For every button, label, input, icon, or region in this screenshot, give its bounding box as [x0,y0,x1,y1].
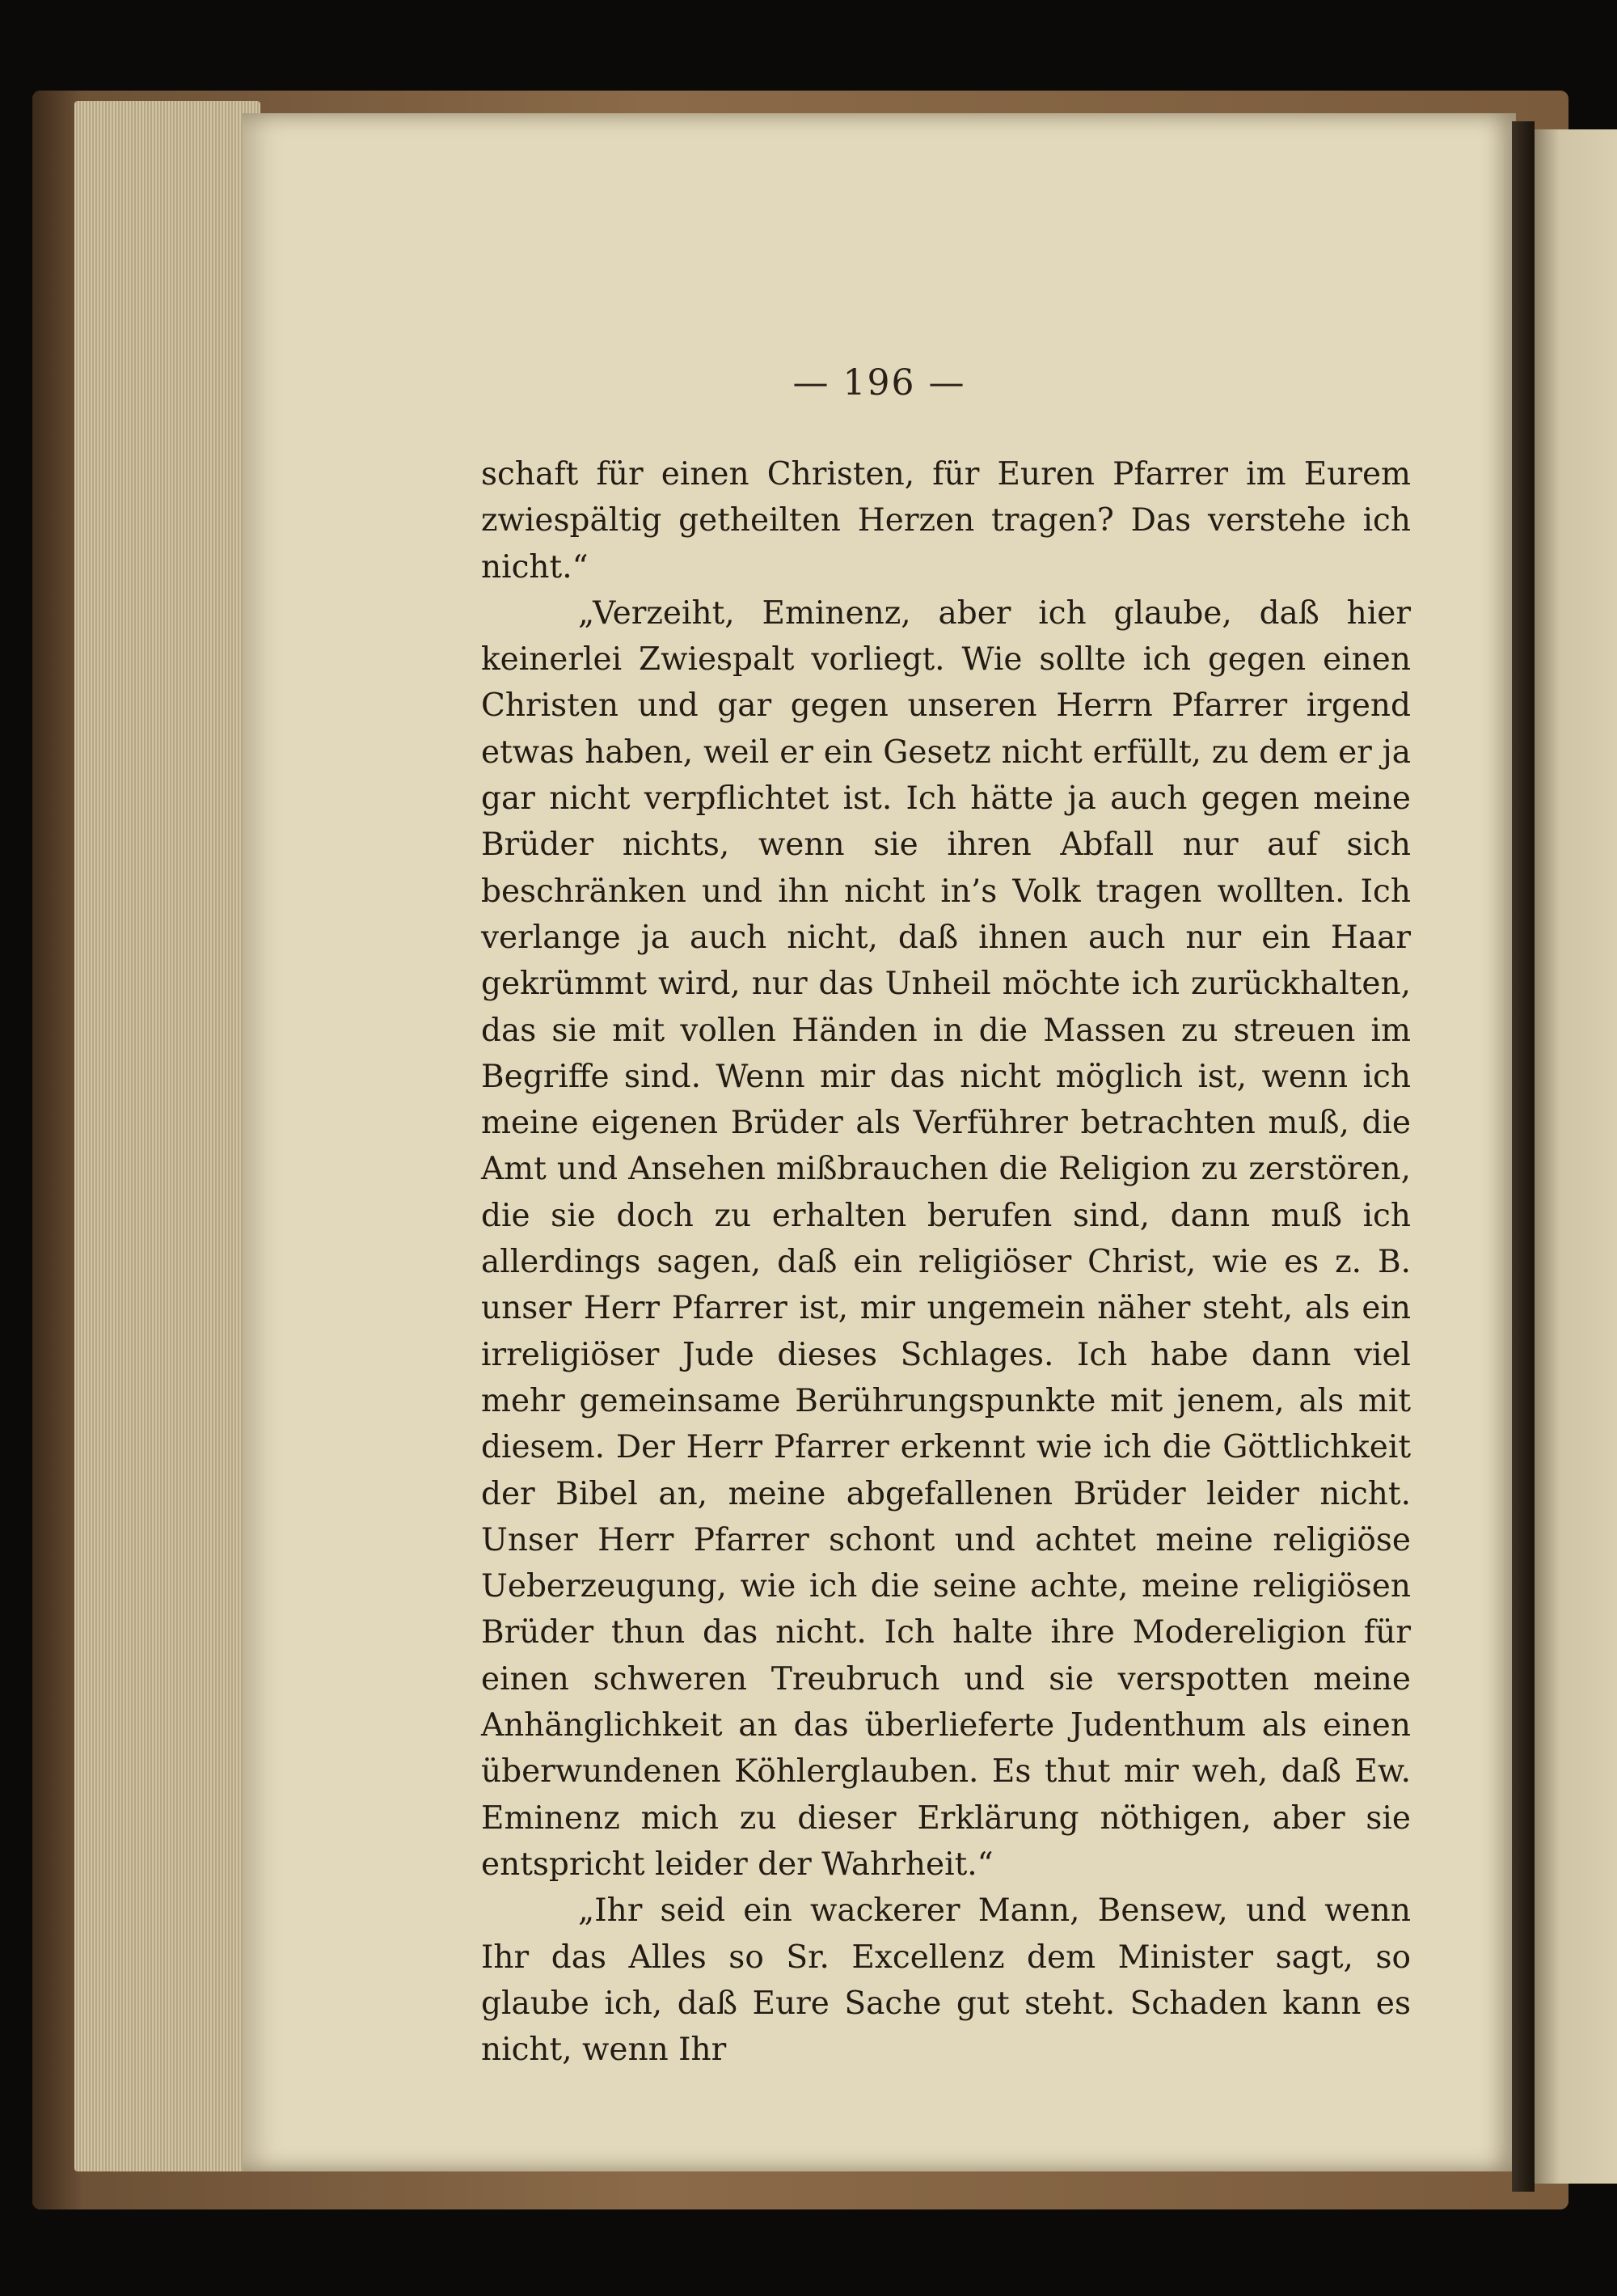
book-spine-edge [32,91,81,2209]
paragraph-3: „Ihr seid ein wackerer Mann, Bensew, und wenn Ihr das Alles so Sr. Excellenz dem Minister sagt, so glaube ich, daß Eure Sache gut steht. Schaden kann es nicht, wenn Ihr [481,1892,1411,2069]
book-gutter [1512,121,1535,2192]
page-number: — 196 — [792,362,966,404]
paragraph-1: schaft für einen Christen, für Euren Pfarrer im Eurem zwiespältig getheilten Herzen tragen? Das verstehe ich nicht.“ [481,456,1411,586]
page-text [481,451,1411,2073]
paragraph-2: „Verzeiht, Eminenz, aber ich glaube, daß hier keinerlei Zwiespalt vorliegt. Wie sollte ich gegen einen Christen und gar gegen unseren Herrn Pfarrer irgend etwas haben, weil er ein Gesetz nicht erfüllt, zu dem er ja gar nicht verpflichtet ist. Ich hätte ja auch gegen meine Brüder nichts, wenn sie ihren Abfall nur auf sich beschränken und ihn nicht in’s Volk tragen wollten. Ich verlange ja auch nicht, daß ihnen auch nur ein Haar gekrümmt wird, nur das Unheil möchte ich zurückhalten, das sie mit vollen Händen in die Massen zu streuen im Begriffe sind. Wenn mir das nicht möglich ist, wenn ich meine eigenen Brüder als Verführer betrachten muß, die Amt und Ansehen mißbrauchen die Religion zu zerstören, die sie doch zu erhalten berufen sind, dann muß ich allerdings sagen, daß ein religiöser Christ, wie es z. B. unser Herr Pfarrer ist, mir ungemein näher steht, als ein irreligiöser Jude dieses Schlages. Ich habe dann viel mehr gemeinsame Berührungspunkte mit jenem, als mit diesem. Der Herr Pfarrer erkennt wie ich die Göttlichkeit der Bibel an, meine abgefallenen Brüder leider nicht. Unser Herr Pfarrer schont und achtet meine religiöse Ueberzeugung, wie ich die seine achte, meine religiösen Brüder thun das nicht. Ich halte ihre Modereligion für einen schweren Treubruch und sie verspotten meine Anhänglichkeit an das überlieferte Judenthum als einen überwundenen Köhlerglauben. Es thut mir weh, daß Ew. Eminenz mich zu dieser Erklärung nöthigen, aber sie entspricht leider der Wahrheit.“ [481,594,1411,1883]
page-edges-stack [74,101,260,2171]
opposite-page-edge [1535,129,1617,2184]
